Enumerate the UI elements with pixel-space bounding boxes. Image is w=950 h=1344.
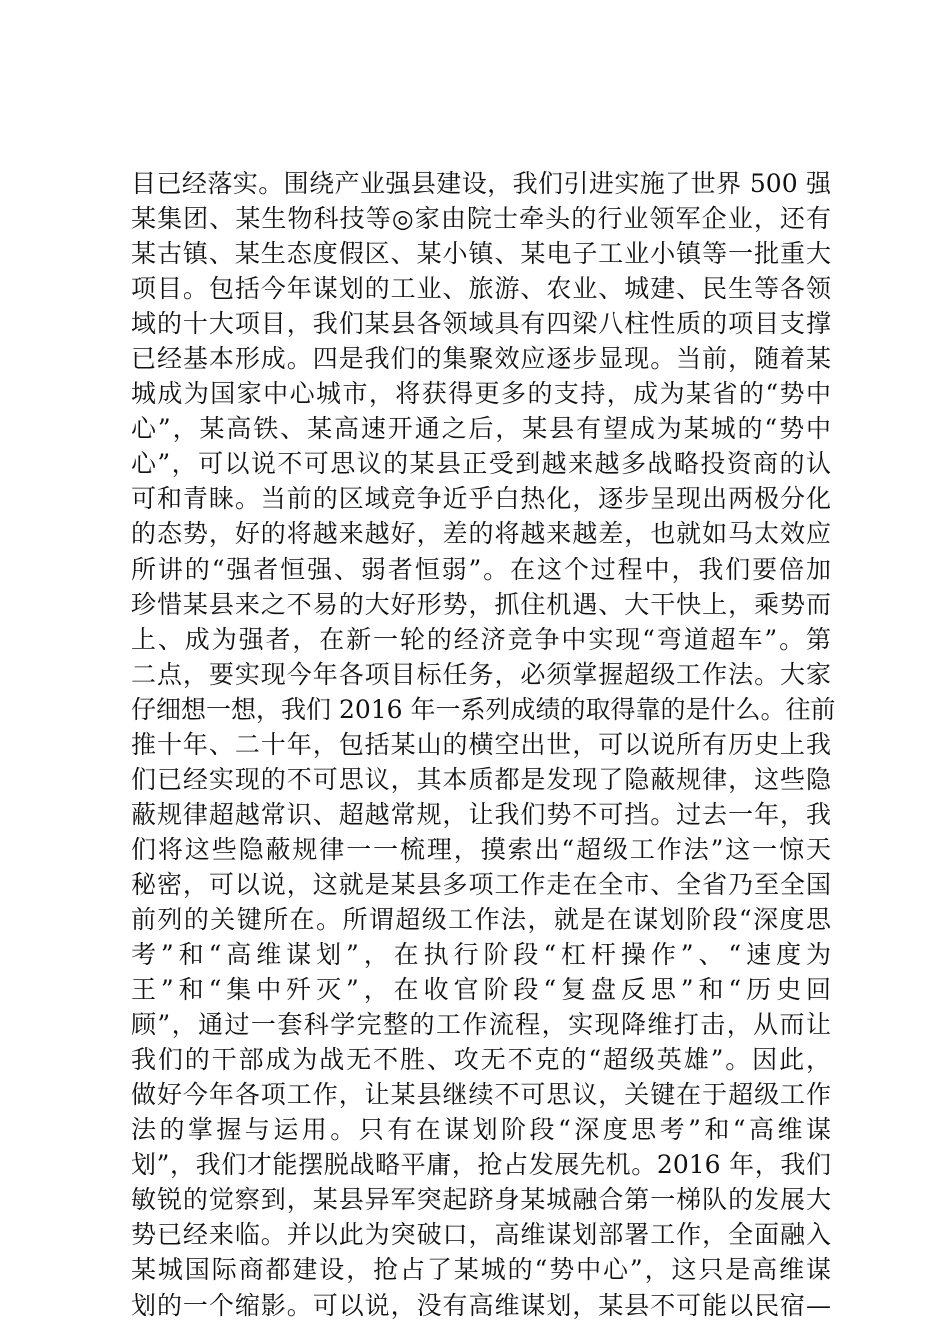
text-line: 某城国际商都建设，抢占了某城的“势中心”，这只是高维谋 bbox=[131, 1255, 831, 1285]
text-line: 心”，可以说不可思议的某县正受到越来越多战略投资商的认 bbox=[131, 449, 831, 479]
text-line: 的态势，好的将越来越好，差的将越来越差，也就如马太效应 bbox=[131, 519, 831, 549]
text-line: 们已经实现的不可思议，其本质都是发现了隐蔽规律，这些隐 bbox=[131, 764, 831, 794]
text-line: 我们的干部成为战无不胜、攻无不克的“超级英雄”。因此， bbox=[131, 1045, 831, 1075]
text-line: 目已经落实。围绕产业强县建设，我们引进实施了世界 500 强 bbox=[131, 169, 831, 198]
body-text bbox=[131, 166, 836, 1323]
text-line: 秘密，可以说，这就是某县多项工作走在全市、全省乃至全国 bbox=[131, 869, 831, 899]
text-line: 可和青睐。当前的区域竞争近乎白热化，逐步呈现出两极分化 bbox=[131, 484, 831, 514]
text-line: 法的掌握与运用。只有在谋划阶段“深度思考”和“高维谋 bbox=[131, 1115, 831, 1145]
text-line: 敏锐的觉察到，某县异军突起跻身某城融合第一梯队的发展大 bbox=[131, 1185, 831, 1215]
text-line: 前列的关键所在。所谓超级工作法，就是在谋划阶段“深度思 bbox=[131, 904, 831, 934]
text-line: 划的一个缩影。可以说，没有高维谋划，某县不可能以民宿— bbox=[131, 1290, 831, 1320]
text-line: 二点，要实现今年各项目标任务，必须掌握超级工作法。大家 bbox=[131, 659, 831, 689]
text-line: 上、成为强者，在新一轮的经济竞争中实现“弯道超车”。第 bbox=[131, 624, 831, 654]
text-line: 城成为国家中心城市，将获得更多的支持，成为某省的“势中 bbox=[131, 379, 831, 409]
text-line: 珍惜某县来之不易的大好形势，抓住机遇、大干快上，乘势而 bbox=[131, 589, 831, 619]
text-line: 考”和“高维谋划”，在执行阶段“杠杆操作”、“速度为 bbox=[131, 940, 831, 970]
text-line: 划”，我们才能摆脱战略平庸，抢占发展先机。2016 年，我们 bbox=[131, 1150, 831, 1180]
text-line: 某集团、某生物科技等◎家由院士牵头的行业领军企业，还有 bbox=[131, 204, 831, 234]
text-line: 势已经来临。并以此为突破口，高维谋划部署工作，全面融入 bbox=[131, 1220, 831, 1250]
text-line: 已经基本形成。四是我们的集聚效应逐步显现。当前，随着某 bbox=[131, 344, 831, 374]
text-line: 顾”，通过一套科学完整的工作流程，实现降维打击，从而让 bbox=[131, 1010, 831, 1040]
text-line: 仔细想一想，我们 2016 年一系列成绩的取得靠的是什么。往前 bbox=[131, 694, 836, 724]
text-line: 推十年、二十年，包括某山的横空出世，可以说所有历史上我 bbox=[131, 729, 831, 759]
text-line: 王”和“集中歼灭”，在收官阶段“复盘反思”和“历史回 bbox=[131, 975, 831, 1005]
text-line: 们将这些隐蔽规律一一梳理，摸索出“超级工作法”这一惊天 bbox=[131, 834, 831, 864]
text-line: 心”，某高铁、某高速开通之后，某县有望成为某城的“势中 bbox=[131, 414, 831, 444]
text-line: 项目。包括今年谋划的工业、旅游、农业、城建、民生等各领 bbox=[131, 274, 831, 304]
text-line: 某古镇、某生态度假区、某小镇、某电子工业小镇等一批重大 bbox=[131, 239, 831, 269]
text-line: 域的十大项目，我们某县各领域具有四梁八柱性质的项目支撑 bbox=[131, 309, 831, 339]
text-line: 蔽规律超越常识、超越常规，让我们势不可挡。过去一年，我 bbox=[131, 799, 831, 829]
text-line: 所讲的“强者恒强、弱者恒弱”。在这个过程中，我们要倍加 bbox=[131, 554, 831, 584]
text-line: 做好今年各项工作，让某县继续不可思议，关键在于超级工作 bbox=[131, 1080, 831, 1110]
